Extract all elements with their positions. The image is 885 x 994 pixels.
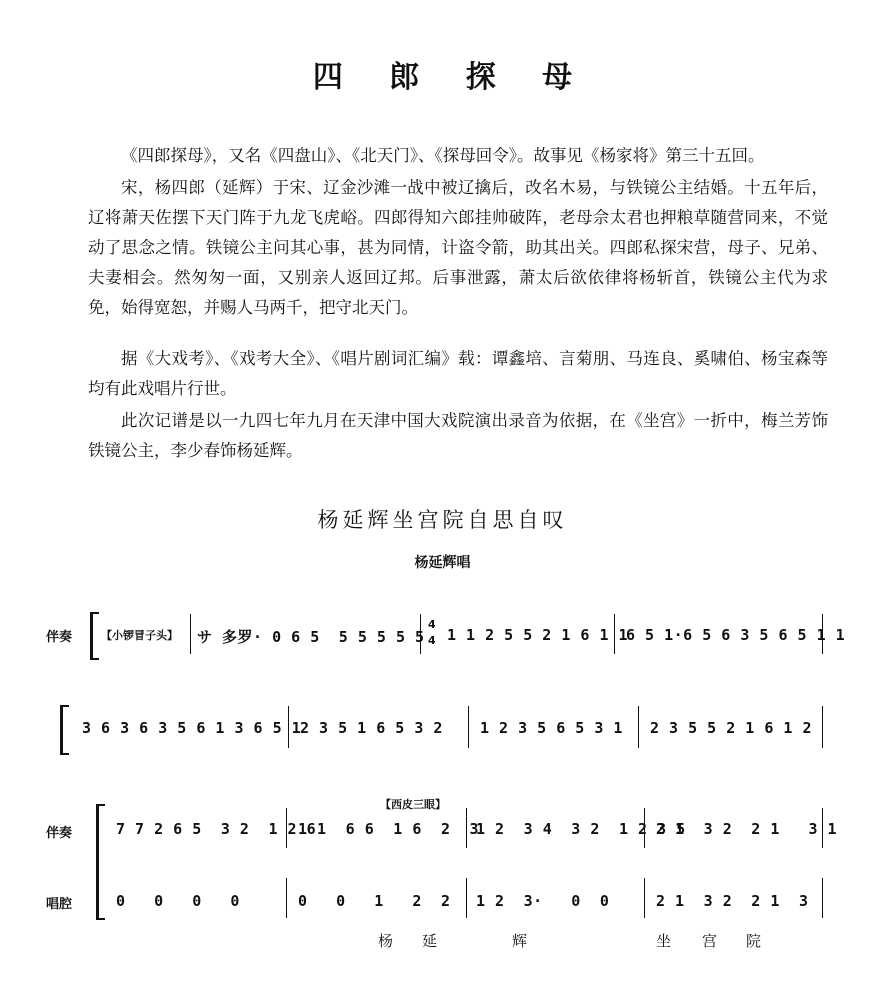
accompaniment-label: 伴奏 bbox=[46, 630, 73, 645]
intro-paragraph-1: 《四郎探母》，又名《四盘山》、《北天门》、《探母回令》。故事见《杨家将》第三十五回。 bbox=[121, 146, 765, 165]
intro-paragraph-4: 此次记谱是以一九四七年九月在天津中国大戏院演出录音为依据，在《坐宫》一折中，梅兰芳饰铁镜公主，李少春饰杨延辉。 bbox=[88, 411, 828, 460]
acc-measure-3: 1 2 3 4 3 2 1 2 3 5 bbox=[476, 820, 686, 838]
staff-bracket bbox=[90, 612, 99, 660]
accompaniment-label: 伴奏 bbox=[46, 826, 73, 841]
barline bbox=[420, 614, 421, 654]
lyric-char: 延 bbox=[422, 932, 438, 950]
barline bbox=[466, 878, 467, 918]
measure-5: 1 2 3 5 6 5 3 1 bbox=[480, 719, 623, 737]
barline bbox=[822, 878, 823, 918]
measure-6: 2 3 5 5 2 1 6 1 2 bbox=[650, 719, 813, 737]
vocal-label: 唱腔 bbox=[46, 897, 73, 912]
barline bbox=[468, 706, 469, 748]
barline bbox=[638, 706, 639, 748]
intro-marker: 【小锣冒子头】 bbox=[101, 629, 178, 642]
barline bbox=[466, 808, 467, 848]
lyric-char: 辉 bbox=[512, 932, 528, 950]
acc-measure-4: 2 1 3 2 2 1 3 1 bbox=[656, 820, 838, 838]
barline bbox=[644, 878, 645, 918]
tempo-marker: 【西皮三眼】 bbox=[380, 798, 446, 811]
acc-measure-1: 7 7 2 6 5 3 2 1 2 6 bbox=[116, 820, 317, 838]
vocal-measure-2: 0 0 1 2 2 bbox=[298, 892, 451, 910]
barline bbox=[286, 878, 287, 918]
lyric-char: 坐 bbox=[656, 932, 672, 950]
section-title: 杨延辉坐宫院自思自叹 bbox=[317, 508, 568, 532]
barline bbox=[644, 808, 645, 848]
barline bbox=[286, 808, 287, 848]
measure-1: 1 1 2 5 5 2 1 6 1 1 bbox=[447, 626, 629, 644]
time-signature-bottom: 4 bbox=[428, 634, 436, 647]
measure-4: 2 3 5 1 6 5 3 2 bbox=[300, 719, 443, 737]
measure-2: 6 5 1·6 5 6 3 5 6 5 1 1 bbox=[626, 626, 846, 644]
lyric-char: 宫 bbox=[702, 932, 718, 950]
measure-3: 3 6 3 6 3 5 6 1 3 6 5 1 bbox=[82, 719, 302, 737]
staff-bracket bbox=[60, 705, 69, 755]
barline bbox=[822, 706, 823, 748]
singer-credit: 杨延辉唱 bbox=[414, 555, 471, 571]
acc-measure-2: 1 1 6 6 1 6 2 3 bbox=[298, 820, 480, 838]
vocal-measure-1: 0 0 0 0 bbox=[116, 892, 240, 910]
time-signature-top: 4 bbox=[428, 618, 436, 631]
page-title: 四 郎 探 母 bbox=[312, 60, 591, 95]
barline bbox=[822, 808, 823, 848]
staff-bracket bbox=[96, 804, 105, 920]
barline bbox=[822, 614, 823, 654]
barline bbox=[190, 614, 191, 654]
vocal-measure-4: 2 1 3 2 2 1 3 bbox=[656, 892, 809, 910]
barline bbox=[288, 706, 289, 748]
free-meter-phrase: サ 多罗· 0 6 5 5 5 5 5 5 bbox=[197, 628, 425, 646]
lyric-char: 院 bbox=[746, 932, 762, 950]
intro-paragraph-3: 据《大戏考》、《戏考大全》、《唱片剧词汇编》载：谭鑫培、言菊朋、马连良、奚啸伯、杨宝森等均有此戏唱片行世。 bbox=[88, 349, 828, 398]
intro-paragraph-2: 宋，杨四郎（延辉）于宋、辽金沙滩一战中被辽擒后，改名木易，与铁镜公主结婚。十五年后，辽将萧天佐摆下天门阵于九龙飞虎峪。四郎得知六郎挂帅破阵，老母佘太君也押粮草随营同来，不觉动了思念之情。铁镜公主问其心事，甚为同情，计盗令箭，助其出关。四郎私探宋营，母子、兄弟、夫妻相会。然匆匆一面，又别亲人返回辽邦。后事泄露，萧太后欲依律将杨斩首，铁镜公主代为求免，始得宽恕，并赐人马两千，把守北天门。 bbox=[88, 178, 828, 317]
vocal-measure-3: 1 2 3· 0 0 bbox=[476, 892, 610, 910]
barline bbox=[614, 614, 615, 654]
lyric-char: 杨 bbox=[378, 932, 394, 950]
